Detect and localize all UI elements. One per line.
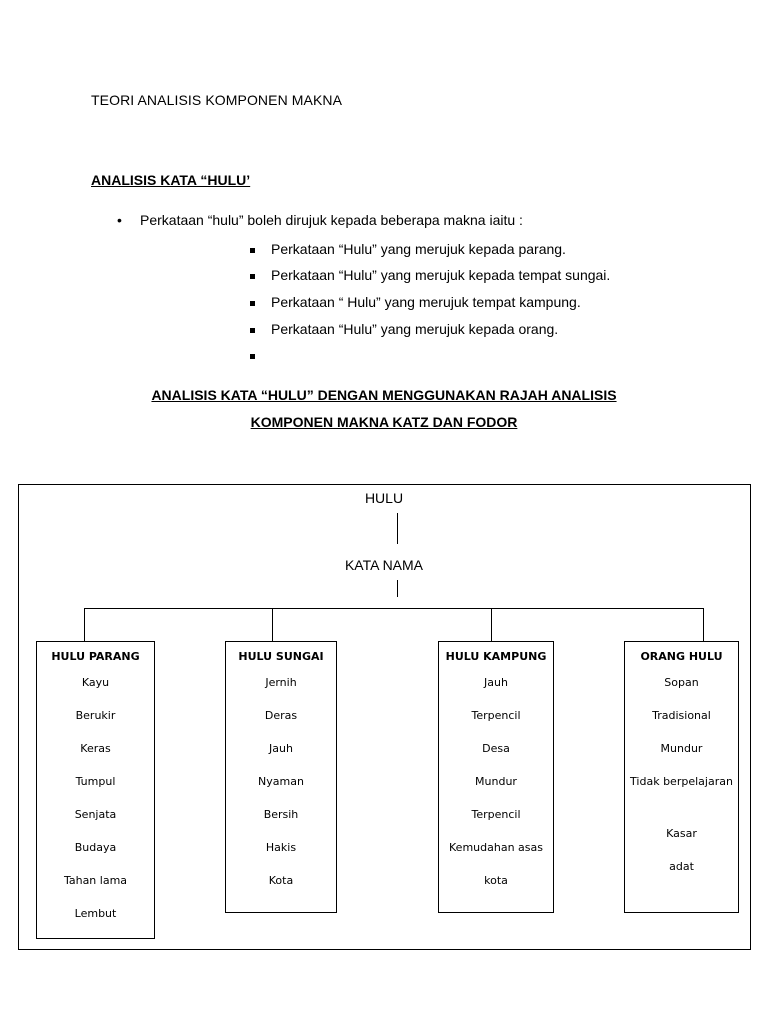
box-item: Jauh xyxy=(269,742,293,755)
box-item: Bersih xyxy=(263,808,299,821)
diagram-root-label: HULU xyxy=(364,490,404,506)
box-item: Terpencil xyxy=(471,709,521,722)
sub-bullet-text: Perkataan “Hulu” yang merujuk kepada orang. xyxy=(271,321,559,337)
square-bullet-icon xyxy=(250,301,255,306)
box-item: Mundur xyxy=(660,742,703,755)
box-heading: HULU PARANG xyxy=(51,650,140,663)
box-heading: ORANG HULU xyxy=(640,650,723,663)
box-item: Jauh xyxy=(484,676,508,689)
box-item: Senjata xyxy=(74,808,117,821)
connector-line xyxy=(84,608,85,641)
sub-bullet-text: Perkataan “ Hulu” yang merujuk tempat kampung. xyxy=(271,294,581,310)
box-item: Berukir xyxy=(75,709,116,722)
sub-bullet-text: Perkataan “Hulu” yang merujuk kepada parang. xyxy=(271,241,566,257)
box-orang-hulu xyxy=(624,641,739,913)
square-bullet-icon xyxy=(250,274,255,279)
square-bullet-icon xyxy=(250,328,255,333)
box-item: Kasar xyxy=(666,827,697,840)
section-heading: ANALISIS KATA “HULU’ xyxy=(91,172,251,188)
box-item: Desa xyxy=(482,742,510,755)
page-title: TEORI ANALISIS KOMPONEN MAKNA xyxy=(91,92,343,108)
box-item: Kayu xyxy=(81,676,110,689)
box-hulu-parang xyxy=(36,641,155,939)
box-item: kota xyxy=(484,874,508,887)
branch-line xyxy=(84,608,704,609)
connector-line xyxy=(703,608,704,641)
bullet-icon: • xyxy=(117,212,122,228)
box-item: Tidak berpelajaran xyxy=(630,775,733,788)
box-item: Tahan lama xyxy=(63,874,128,887)
diagram-heading-line1: ANALISIS KATA “HULU” DENGAN MENGGUNAKAN RAJAH ANALISIS xyxy=(151,387,617,403)
connector-line xyxy=(397,513,398,544)
box-item: Tradisional xyxy=(652,709,711,722)
box-item: Lembut xyxy=(74,907,117,920)
connector-line xyxy=(397,580,398,597)
box-item: Jernih xyxy=(265,676,297,689)
box-item: Terpencil xyxy=(471,808,521,821)
diagram-heading-line2: KOMPONEN MAKNA KATZ DAN FODOR xyxy=(250,414,518,430)
box-hulu-sungai xyxy=(225,641,337,913)
main-bullet-text: Perkataan “hulu” boleh dirujuk kepada beberapa makna iaitu : xyxy=(140,212,523,228)
box-item: Budaya xyxy=(74,841,117,854)
box-item: Kota xyxy=(268,874,294,887)
box-heading: HULU SUNGAI xyxy=(238,650,324,663)
box-item: Mundur xyxy=(475,775,517,788)
box-hulu-kampung xyxy=(438,641,554,913)
box-item: Nyaman xyxy=(258,775,304,788)
square-bullet-icon xyxy=(250,354,255,359)
sub-bullet-text: Perkataan “Hulu” yang merujuk kepada tempat sungai. xyxy=(271,267,611,283)
box-item: adat xyxy=(669,860,694,873)
box-item: Hakis xyxy=(265,841,297,854)
box-item: Keras xyxy=(80,742,111,755)
box-item: Deras xyxy=(264,709,298,722)
box-item: Kemudahan asas xyxy=(449,841,543,854)
box-item: Sopan xyxy=(664,676,699,689)
square-bullet-icon xyxy=(250,248,255,253)
diagram-level2-label: KATA NAMA xyxy=(344,557,424,573)
connector-line xyxy=(272,608,273,641)
connector-line xyxy=(491,608,492,641)
box-item: Tumpul xyxy=(75,775,116,788)
box-heading: HULU KAMPUNG xyxy=(445,650,547,663)
diagram-heading xyxy=(0,382,768,436)
